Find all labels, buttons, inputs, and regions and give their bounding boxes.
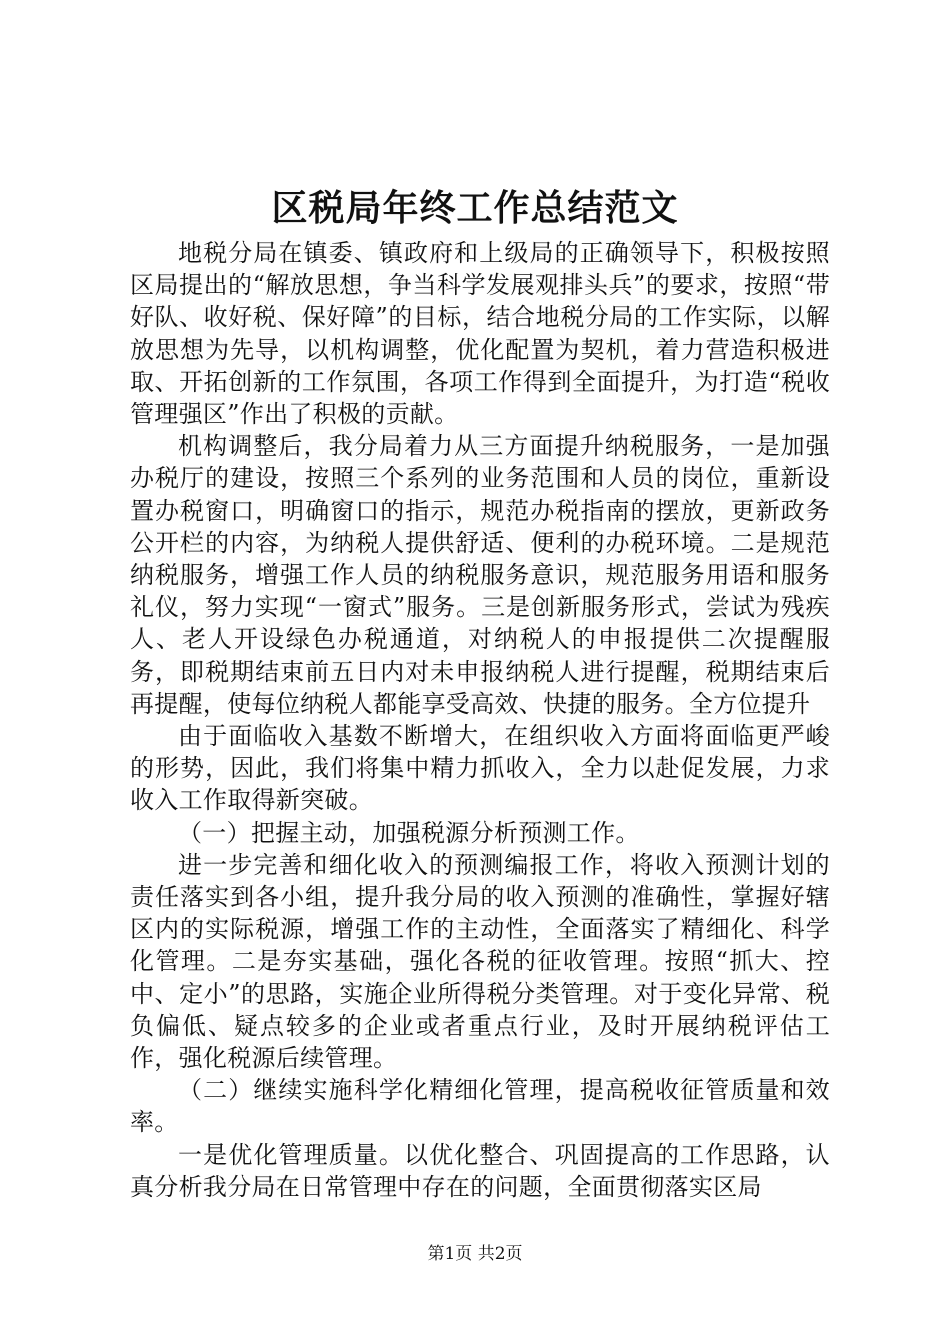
document-body — [130, 237, 830, 1203]
page-footer: 第1页 共2页 — [427, 1244, 523, 1264]
paragraph-3: 由于面临收入基数不断增大，在组织收入方面将面临更严峻的形势，因此，我们将集中精力抓收入，全力以赴促发展，力求收入工作取得新突破。 — [130, 722, 830, 815]
document-title: 区税局年终工作总结范文 — [271, 187, 679, 229]
paragraph-4: 进一步完善和细化收入的预测编报工作，将收入预测计划的责任落实到各小组，提升我分局的收入预测的准确性，掌握好辖区内的实际税源，增强工作的主动性，全面落实了精细化、科学化管理。二是夯实基础，强化各税的征收管理。按照“抓大、控中、定小”的思路，实施企业所得税分类管理。对于变化异常、税负偏低、疑点较多的企业或者重点行业，及时开展纳税评估工作，强化税源后续管理。 — [130, 850, 830, 1073]
section-heading-1: （一）把握主动，加强税源分析预测工作。 — [178, 818, 640, 847]
section-heading-2: （二）继续实施科学化精细化管理，提高税收征管质量和效率。 — [130, 1076, 830, 1137]
paragraph-1: 地税分局在镇委、镇政府和上级局的正确领导下，积极按照区局提出的“解放思想，争当科学发展观排头兵”的要求，按照“带好队、收好税、保好障”的目标，结合地税分局的工作实际，以解放思想为先导，以机构调整，优化配置为契机，着力营造积极进取、开拓创新的工作氛围，各项工作得到全面提升，为打造“税收管理强区”作出了积极的贡献。 — [130, 239, 830, 429]
paragraph-2: 机构调整后，我分局着力从三方面提升纳税服务，一是加强办税厅的建设，按照三个系列的业务范围和人员的岗位，重新设置办税窗口，明确窗口的指示，规范办税指南的摆放，更新政务公开栏的内容，为纳税人提供舒适、便利的办税环境。二是规范纳税服务，增强工作人员的纳税服务意识，规范服务用语和服务礼仪，努力实现“一窗式”服务。三是创新服务形式，尝试为残疾人、老人开设绿色办税通道，对纳税人的申报提供二次提醒服务，即税期结束前五日内对未申报纳税人进行提醒，税期结束后再提醒，使每位纳税人都能享受高效、快捷的服务。全方位提升 — [130, 432, 830, 718]
paragraph-5: 一是优化管理质量。以优化整合、巩固提高的工作思路，认真分析我分局在日常管理中存在的问题，全面贯彻落实区局 — [130, 1140, 830, 1201]
